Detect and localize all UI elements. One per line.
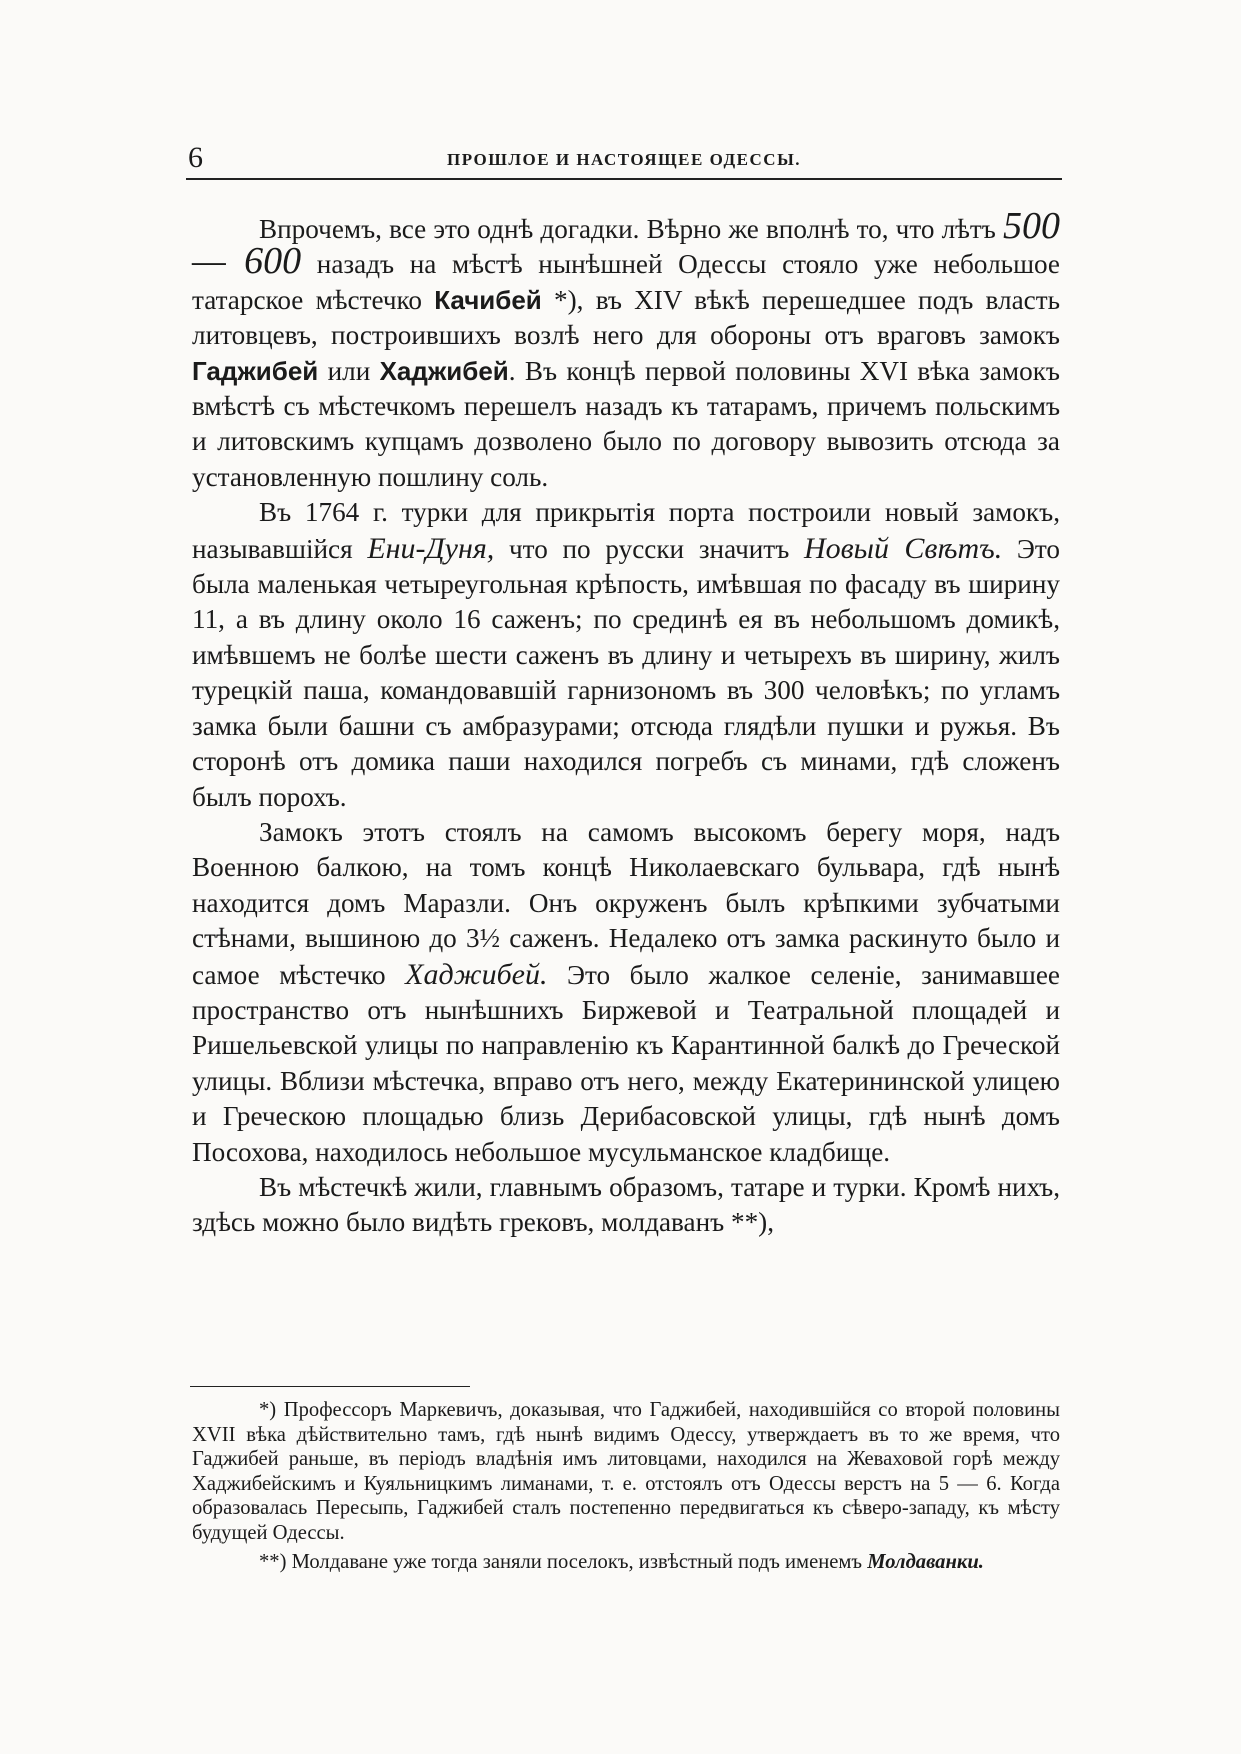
term-novyi-svet: Новый Свѣтъ. xyxy=(803,531,1003,565)
term-gadzhibei: Гаджибей xyxy=(192,355,319,386)
main-text xyxy=(192,205,1060,1241)
page-number: 6 xyxy=(188,141,203,174)
term-khadzhibei-italic: Хаджибей. xyxy=(405,957,548,991)
paragraph-2 xyxy=(192,495,1060,815)
footnote-1: *) Профессоръ Маркевичъ, доказывая, что Гаджибей, находившійся со второй половины XVII вѣка дѣйствительно тамъ, гдѣ нынѣ видимъ Одессу, утверждаетъ въ то же время, что Гаджибей раньше, въ періодъ владѣнія имъ литовцами, находился на Жеваховой горѣ между Хаджибейскимъ и Куяльницкимъ лиманами, т. е. отстоялъ отъ Одессы верстъ на 5 — 6. Когда образовалась Пересыпь, Гаджибей сталъ постепенно передвигаться къ сѣверо-западу, къ мѣсту будущей Одессы. xyxy=(192,1399,1060,1544)
paragraph-3 xyxy=(192,815,1060,1170)
text-run: Это была маленькая четыреугольная крѣпость, имѣвшая по фасаду въ ширину 11, а въ длину около 16 саженъ; по срединѣ ея въ небольшомъ домикѣ, имѣвшемъ не болѣе шести саженъ въ длину и четырехъ въ ширину, жилъ турецкій паша, командовавшій гарнизономъ въ 300 человѣкъ; по угламъ замка были башни съ амбразурами; отсюда глядѣли пушки и ружья. Въ сторонѣ отъ домика паши находился погребъ съ минами, гдѣ сложенъ былъ порохъ. xyxy=(192,533,1060,812)
text-run: Въ мѣстечкѣ жили, главнымъ образомъ, татаре и турки. Кромѣ нихъ, здѣсь можно было видѣть грековъ, молдаванъ **), xyxy=(192,1171,1060,1238)
footnote-2 xyxy=(192,1550,1060,1575)
term-eni-dunya: Ени-Дуня, xyxy=(367,531,495,565)
footnote-rule xyxy=(190,1386,470,1387)
footnotes xyxy=(192,1398,1060,1575)
text-run: . Въ концѣ первой половины XVI вѣка замокъ вмѣстѣ съ мѣстечкомъ перешелъ назадъ къ татарамъ, причемъ польскимъ и литовскимъ купцамъ дозволено было по договору вывозить отсюда за установленную пошлину соль. xyxy=(192,355,1060,492)
text-run: назадъ на мѣстѣ нынѣшней Одессы стояло уже небольшое татарское мѣстечко xyxy=(192,249,1060,315)
year-range: 500 — 600 xyxy=(192,205,1060,283)
text-run: что по русски значитъ xyxy=(494,533,804,564)
text-run: *), въ XIV вѣкѣ перешедшее подъ власть литовцевъ, построившихъ возлѣ него для обороны отъ враговъ замокъ xyxy=(192,284,1060,351)
paragraph-1 xyxy=(192,205,1060,495)
text-run: Въ 1764 г. турки для прикрытія порта построили новый замокъ, называвшійся xyxy=(192,497,1060,564)
text-run: Замокъ этотъ стоялъ на самомъ высокомъ берегу моря, надъ Военною балкою, на томъ концѣ Николаевскаго бульвара, гдѣ нынѣ находится домъ Маразли. Онъ окруженъ былъ крѣпкими зубчатыми стѣнами, вышиною до 3½ саженъ. Недалеко отъ замка раскинуто было и самое мѣстечко xyxy=(192,816,1060,990)
term-kachibei: Качибей xyxy=(434,284,542,315)
text-run: Это было жалкое селеніе, занимавшее пространство отъ нынѣшнихъ Биржевой и Театральной площадей и Ришельевской улицы по направленію къ Карантинной балкѣ до Греческой улицы. Вблизи мѣстечка, вправо отъ него, между Екатерининской улицею и Греческою площадью близь Дерибасовской улицы, гдѣ нынѣ домъ Посохова, находилось небольшое мусульманское кладбище. xyxy=(192,959,1060,1167)
running-title: ПРОШЛОЕ И НАСТОЯЩЕЕ ОДЕССЫ. xyxy=(446,150,802,169)
header-rule xyxy=(186,178,1062,180)
term-moldavanka: Молдаванки. xyxy=(867,1551,984,1573)
text-run: или xyxy=(318,355,380,386)
paragraph-4 xyxy=(192,1170,1060,1241)
text-run: **) Молдаване уже тогда заняли поселокъ, извѣстный подъ именемъ xyxy=(259,1551,868,1573)
page-header xyxy=(186,138,1062,178)
term-khadzhibei: Хаджибей xyxy=(379,355,509,386)
text-run: Впрочемъ, все это однѣ догадки. Вѣрно же вполнѣ то, что лѣтъ xyxy=(259,214,1003,244)
